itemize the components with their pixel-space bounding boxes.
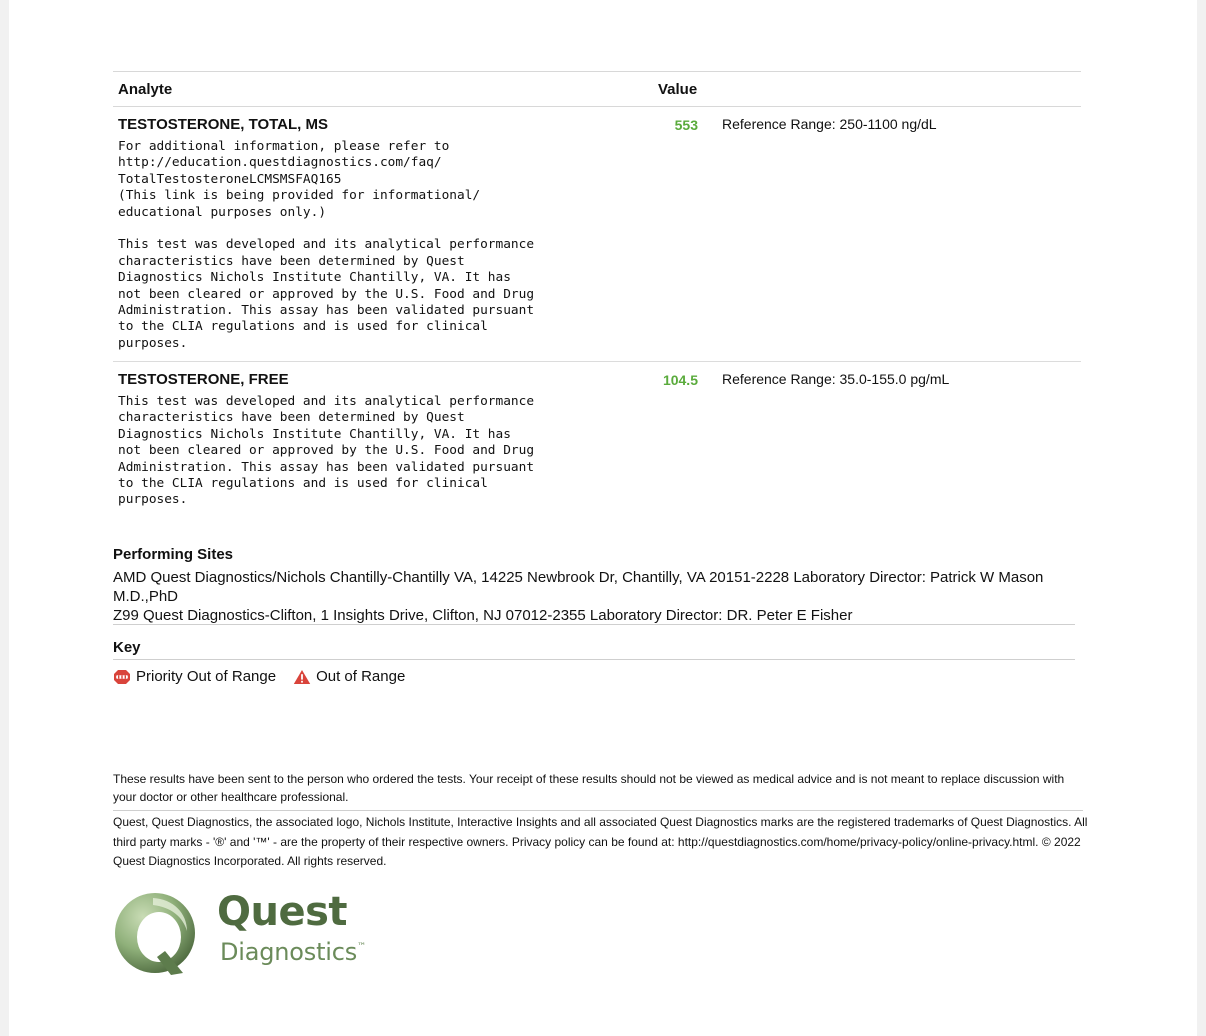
logo-word-diagnostics (220, 938, 366, 966)
logo-trademark: ™ (357, 942, 366, 952)
logo-word-diagnostics-text: Diagnostics (220, 938, 358, 966)
site-1-line-2: M.D.,PhD (113, 588, 179, 605)
reference-range: Reference Range: 250-1100 ng/dL (722, 116, 937, 132)
column-header-analyte: Analyte (118, 81, 173, 98)
divider (113, 659, 1075, 660)
result-row-testosterone-total (113, 107, 1081, 362)
result-value: 553 (674, 117, 698, 133)
trademark-notice: Quest, Quest Diagnostics, the associated logo, Nichols Institute, Interactive Insights and all associated Quest Diagnostics marks are the registered trademarks of Quest Diagnostics. All third party marks - '®' and '™' - are the property of their respective owners. Privacy policy can be found at: http://questdiagnostics.com/home/privacy-policy/online-privacy.html. © 2022 Quest Diagnostics Incorporated. All rights reserved. (113, 815, 1088, 868)
results-table (113, 71, 1081, 532)
logo-word-quest: Quest (217, 889, 348, 935)
divider (113, 624, 1075, 625)
performing-site-amd (113, 568, 1077, 606)
warning-triangle-icon (293, 669, 311, 685)
key-legend (113, 668, 422, 685)
divider (113, 810, 1083, 811)
analyte-name: TESTOSTERONE, FREE (118, 371, 289, 388)
result-value: 104.5 (662, 372, 698, 388)
priority-out-of-range-icon (113, 669, 131, 685)
site-1-line-1: AMD Quest Diagnostics/Nichols Chantilly-Chantilly VA, 14225 Newbrook Dr, Chantilly, VA 20151-2228 Laboratory Director: Patrick W Mason (113, 569, 1044, 586)
key-item-out-of-range (293, 668, 405, 685)
table-header (113, 71, 1081, 107)
column-header-value: Value (658, 81, 698, 98)
reference-range: Reference Range: 35.0-155.0 pg/mL (722, 371, 950, 387)
quest-logo-mark-icon (113, 893, 203, 977)
result-row-testosterone-free (113, 362, 1081, 532)
key-title: Key (113, 639, 141, 656)
performing-site-z99: Z99 Quest Diagnostics-Clifton, 1 Insights Drive, Clifton, NJ 07012-2355 Laboratory Director: DR. Peter E Fisher (113, 607, 853, 624)
report-page (9, 0, 1197, 1036)
performing-sites-title: Performing Sites (113, 546, 234, 563)
performing-sites (113, 546, 1077, 625)
key-item-priority (113, 668, 276, 685)
key-label-priority: Priority Out of Range (136, 668, 277, 685)
result-comment: This test was developed and its analytical performance characteristics have been determined by Quest Diagnostics Nichols Institute Chantilly, VA. It has not been cleared or approved by the U.S. Food and Drug Administration. This assay has been validated pursuant to the CLIA regulations and is used for clinical purposes. (118, 394, 535, 508)
quest-diagnostics-logo (113, 889, 393, 977)
results-disclaimer: These results have been sent to the person who ordered the tests. Your receipt of these results should not be viewed as medical advice and is not meant to replace discussion with your doctor or other healthcare professional. (113, 772, 1065, 804)
analyte-name: TESTOSTERONE, TOTAL, MS (118, 116, 329, 133)
key-label-out-of-range: Out of Range (316, 668, 406, 685)
result-comment: For additional information, please refer to http://education.questdiagnostics.com/faq/ TotalTestosteroneLCMSMSFAQ165 (This link is being provided for informational/ educational purposes only.) This test was developed and its analytical performance characteristics have been determined by Quest Diagnostics Nichols Institute Chantilly, VA. It has not been cleared or approved by the U.S. Food and Drug Administration. This assay has been validated pursuant to the CLIA regulations and is used for clinical purposes. (118, 139, 535, 351)
